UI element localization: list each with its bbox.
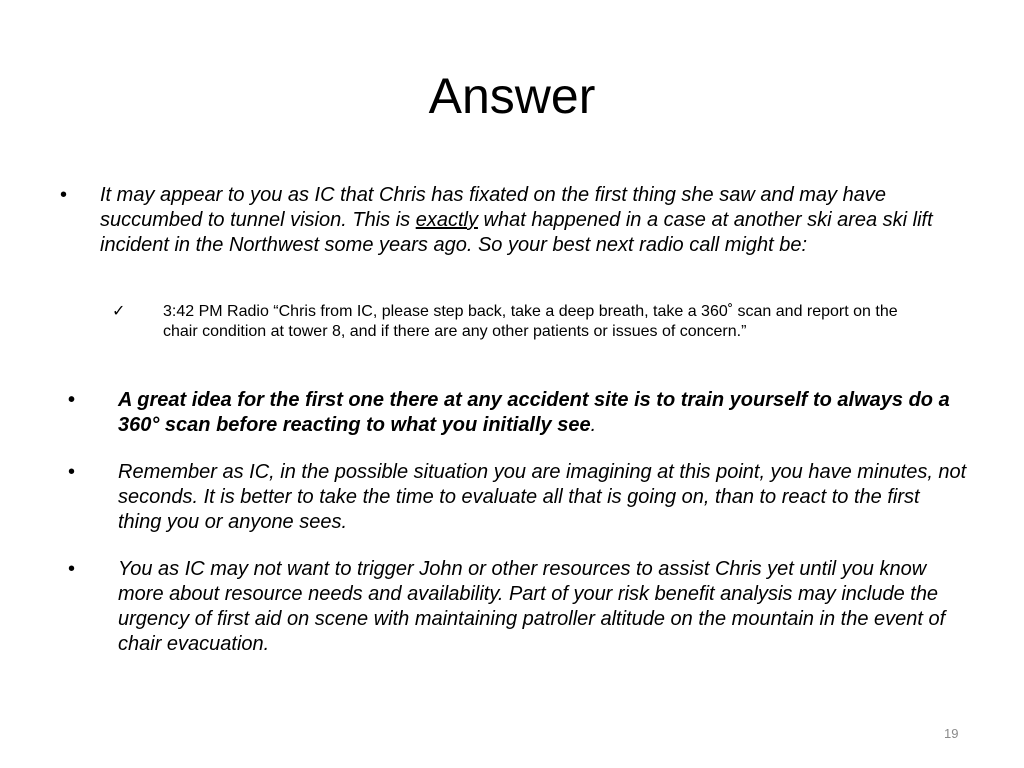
bullet-marker: • bbox=[68, 461, 76, 483]
bullet-resources bbox=[68, 557, 968, 657]
bullet-tunnel-vision bbox=[60, 183, 980, 258]
bullet-marker: • bbox=[68, 389, 76, 411]
bullet-text-tail: . bbox=[590, 414, 597, 436]
page-number: 19 bbox=[944, 726, 959, 741]
bullet-minutes-not-seconds bbox=[68, 460, 968, 535]
bullet-text: You as IC may not want to trigger John or other resources to assist Chris yet until you know more about resource needs and availability. Part of your risk benefit analysis may include the urgency of first aid on scene with maintaining patroller altitude on the mountain in the event of chair evacuation. bbox=[118, 558, 946, 655]
bullet-text-post: what happened in a case at another ski area ski lift incident in the Northwest some years ago. So your best next radio call might be: bbox=[100, 209, 933, 256]
sub-bullet-radio-call bbox=[112, 302, 932, 342]
bullet-360-scan bbox=[68, 388, 968, 438]
slide-title: Answer bbox=[428, 68, 596, 124]
bullet-marker: • bbox=[60, 184, 68, 206]
checkmark-icon: ✓ bbox=[112, 303, 126, 320]
bullet-marker: • bbox=[68, 558, 76, 580]
bullet-text bbox=[118, 388, 968, 438]
bullet-text-pre: It may appear to you as IC that Chris has fixated on the first thing she saw and may have succumbed to tunnel vision. This is bbox=[100, 184, 886, 231]
bullet-text-main: A great idea for the first one there at any accident site is to train yourself to always do a 360° scan before reacting to what you initially see bbox=[118, 389, 950, 436]
bullet-text-emphasis: exactly bbox=[415, 209, 478, 231]
bullet-text: Remember as IC, in the possible situation you are imagining at this point, you have minutes, not seconds. It is better to take the time to evaluate all that is going on, than to react to the first thing you or anyone sees. bbox=[118, 461, 967, 533]
sub-bullet-text: 3:42 PM Radio “Chris from IC, please step back, take a deep breath, take a 360˚ scan and report on the chair condition at tower 8, and if there are any other patients or issues of concern.” bbox=[163, 303, 898, 340]
bullet-text bbox=[100, 183, 980, 258]
